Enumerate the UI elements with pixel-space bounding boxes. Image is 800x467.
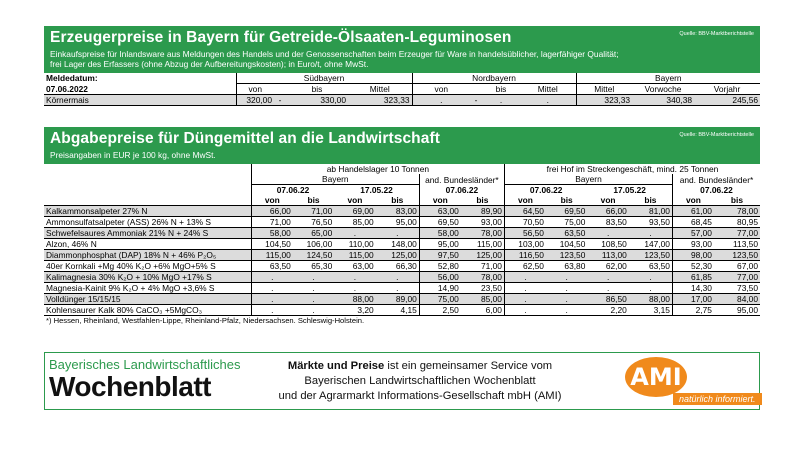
cell: 85,00 <box>334 217 375 228</box>
row-name: 40er Kornkali +Mg 40% K₂O +6% MgO+5% S <box>44 261 251 272</box>
cell: 97,50 <box>419 250 460 261</box>
table-row <box>44 283 760 294</box>
group-handelslager: ab Handelslager 10 Tonnen <box>251 164 504 174</box>
cell: 6,00 <box>461 305 505 316</box>
cell: 86,50 <box>587 294 628 305</box>
cell: 123,50 <box>714 250 760 261</box>
cell: 77,00 <box>714 228 760 239</box>
col-bis: bis <box>461 195 505 206</box>
row-name: Diammonphosphat (DAP) 18% N + 46% P₂O₅ <box>44 250 251 261</box>
cell: 115,00 <box>334 250 375 261</box>
wochenblatt-logo <box>49 357 249 402</box>
cell: 3,15 <box>629 305 673 316</box>
col-nord-bis: bis <box>482 84 520 95</box>
banner-line1-rest: ist ein gemeinsamer Service vom <box>384 360 553 372</box>
cell: 88,00 <box>629 294 673 305</box>
grain-prices-subtitle <box>50 49 754 69</box>
table-row <box>44 95 760 106</box>
row-name: Volldünger 15/15/15 <box>44 294 251 305</box>
cell: 63,00 <box>334 261 375 272</box>
cell: 77,00 <box>714 272 760 283</box>
cell: 52,80 <box>419 261 460 272</box>
table-row <box>44 250 760 261</box>
banner-line1 <box>255 359 585 374</box>
cell: . <box>587 272 628 283</box>
cell: . <box>504 283 545 294</box>
cell: 95,00 <box>376 217 420 228</box>
col-von: von <box>251 195 292 206</box>
cell: 3,20 <box>334 305 375 316</box>
cell: . <box>504 272 545 283</box>
cell: 323,33 <box>348 95 412 106</box>
cell: 88,00 <box>334 294 375 305</box>
cell: - <box>470 95 482 106</box>
cell: 84,00 <box>714 294 760 305</box>
cell: 63,50 <box>251 261 292 272</box>
grain-prices-source: Quelle: BBV-Marktberichtstelle <box>679 31 754 37</box>
cell: 78,00 <box>461 272 505 283</box>
col-von: von <box>419 195 460 206</box>
cell: 63,00 <box>419 206 460 217</box>
table-row <box>44 294 760 305</box>
region-sued: Südbayern <box>236 73 412 84</box>
cell: . <box>629 283 673 294</box>
banner-text <box>255 359 585 404</box>
cell: . <box>546 305 587 316</box>
col-bay-vorjahr: Vorjahr <box>694 84 760 95</box>
col-bis: bis <box>293 195 334 206</box>
cell: 56,00 <box>419 272 460 283</box>
cell: 89,90 <box>461 206 505 217</box>
cell: . <box>520 95 576 106</box>
fertilizer-prices-header <box>44 127 760 164</box>
cell: 71,00 <box>461 261 505 272</box>
group-a-date1: 07.06.22 <box>251 185 334 196</box>
cell: 67,00 <box>714 261 760 272</box>
cell: 73,50 <box>714 283 760 294</box>
cell: . <box>293 283 334 294</box>
cell: 66,30 <box>376 261 420 272</box>
cell: . <box>482 95 520 106</box>
row-name: Magnesia-Kainit 9% K₂O + 4% MgO +3,6% S <box>44 283 251 294</box>
region-bayern: Bayern <box>576 73 760 84</box>
cell: 98,00 <box>672 250 713 261</box>
cell: 113,50 <box>714 239 760 250</box>
cell: 69,50 <box>419 217 460 228</box>
cell: 89,00 <box>376 294 420 305</box>
cell: 123,50 <box>629 250 673 261</box>
col-von: von <box>587 195 628 206</box>
cell: 66,00 <box>587 206 628 217</box>
cell: 85,00 <box>461 294 505 305</box>
cell: 320,00 <box>236 95 274 106</box>
cell: . <box>504 305 545 316</box>
row-name: Kohlensaurer Kalk 80% CaCO₃ +5MgCO₃ <box>44 305 251 316</box>
col-nord-von: von <box>412 84 470 95</box>
cell: 23,50 <box>461 283 505 294</box>
cell: 2,50 <box>419 305 460 316</box>
cell: 69,00 <box>334 206 375 217</box>
cell: 80,95 <box>714 217 760 228</box>
cell: 17,00 <box>672 294 713 305</box>
group-b-date2: 17.05.22 <box>613 185 646 196</box>
row-name: Kalkammonsalpeter 27% N <box>44 206 251 217</box>
cell: 66,00 <box>251 206 292 217</box>
banner-line3: und der Agrarmarkt Informations-Gesellschaft mbH (AMI) <box>278 390 562 402</box>
fertilizer-prices-subtitle: Preisangaben in EUR je 100 kg, ohne MwSt. <box>50 150 216 160</box>
cell: 104,50 <box>546 239 587 250</box>
cell: 56,50 <box>504 228 545 239</box>
cell: 63,50 <box>629 261 673 272</box>
ami-logo <box>611 355 756 409</box>
cell: 2,75 <box>672 305 713 316</box>
banner-line1-bold: Märkte und Preise <box>287 360 385 372</box>
cell: . <box>251 283 292 294</box>
cell: 115,00 <box>461 239 505 250</box>
col-von: von <box>672 195 713 206</box>
table-row <box>44 272 760 283</box>
cell: 340,38 <box>632 95 694 106</box>
cell: 76,50 <box>293 217 334 228</box>
cell: . <box>251 294 292 305</box>
cell: 70,50 <box>504 217 545 228</box>
cell: 83,00 <box>376 206 420 217</box>
cell: 123,50 <box>546 250 587 261</box>
cell: . <box>376 272 420 283</box>
cell: 93,00 <box>672 239 713 250</box>
banner-line2: Bayerischen Landwirtschaftlichen Wochenblatt <box>304 375 536 387</box>
group-streckengeschaeft: frei Hof im Streckengeschäft, mind. 25 Tonnen <box>504 164 760 174</box>
cell: . <box>293 305 334 316</box>
cell: 75,00 <box>419 294 460 305</box>
col-nord-mittel: Mittel <box>520 84 576 95</box>
wochenblatt-logo-main: Wochenblatt <box>49 371 211 402</box>
cell: 95,00 <box>714 305 760 316</box>
table-row <box>44 261 760 272</box>
grain-prices-title: Erzeugerpreise in Bayern für Getreide-Ölsaaten-Leguminosen <box>50 29 512 46</box>
meldedatum-label: Meldedatum: <box>46 73 98 84</box>
cell: 83,50 <box>587 217 628 228</box>
fertilizer-prices-panel <box>44 127 760 326</box>
group-b-date3: 07.06.22 <box>672 185 760 196</box>
cell: . <box>629 272 673 283</box>
cell: 71,00 <box>293 206 334 217</box>
col-bis: bis <box>714 195 760 206</box>
grain-prices-table <box>44 73 760 106</box>
cell: . <box>629 228 673 239</box>
group-b-andbl: and. Bundesländer* <box>672 174 760 185</box>
row-name: Kalimagnesia 30% K₂O + 10% MgO +17% S <box>44 272 251 283</box>
cell: 2,20 <box>587 305 628 316</box>
fertilizer-prices-title: Abgabepreise für Düngemittel an die Landwirtschaft <box>50 130 440 147</box>
cell: 95,00 <box>419 239 460 250</box>
cell: 125,00 <box>376 250 420 261</box>
grain-prices-subtitle-line2: frei Lager des Erfassers (ohne Abzug der Aufbereitungskosten); in Euro/t, ohne MwSt. <box>50 59 369 69</box>
ami-logo-mark: AMI <box>625 357 687 397</box>
col-von: von <box>334 195 375 206</box>
cell: 68,45 <box>672 217 713 228</box>
fertilizer-prices-table <box>44 164 760 326</box>
cell: 64,50 <box>504 206 545 217</box>
cell: 75,00 <box>546 217 587 228</box>
cell: 69,50 <box>546 206 587 217</box>
col-bay-vorwoche: Vorwoche <box>632 84 694 95</box>
grain-prices-subtitle-line1: Einkaufspreise für Inlandsware aus Meldungen des Handels und der Genossenschaften beim Erzeuger für Ware in handelsüblicher, lagerfähiger Qualität; <box>50 49 619 59</box>
group-a-date2: 17.05.22 <box>360 185 393 196</box>
cell: 58,00 <box>251 228 292 239</box>
cell: 78,00 <box>461 228 505 239</box>
cell: 65,00 <box>293 228 334 239</box>
cell: 116,50 <box>504 250 545 261</box>
cell: 71,00 <box>251 217 292 228</box>
cell: 78,00 <box>714 206 760 217</box>
row-name: Schwefelsaures Ammoniak 21% N + 24% S <box>44 228 251 239</box>
cell: 62,50 <box>504 261 545 272</box>
cell: 104,50 <box>251 239 292 250</box>
group-b-date1: 07.06.22 <box>504 185 587 196</box>
report-date: 07.06.2022 <box>44 84 236 95</box>
cell: 330,00 <box>286 95 348 106</box>
col-bis: bis <box>546 195 587 206</box>
cell: 57,00 <box>672 228 713 239</box>
cell: 52,30 <box>672 261 713 272</box>
cell: 65,30 <box>293 261 334 272</box>
cell: . <box>376 283 420 294</box>
service-banner <box>44 352 760 410</box>
cell: 93,00 <box>461 217 505 228</box>
cell: 115,00 <box>251 250 292 261</box>
cell: 113,00 <box>587 250 628 261</box>
fertilizer-rows <box>44 206 760 316</box>
cell: . <box>293 294 334 305</box>
cell: . <box>293 272 334 283</box>
group-a-date3: 07.06.22 <box>419 185 504 196</box>
cell: 14,30 <box>672 283 713 294</box>
cell: . <box>334 228 375 239</box>
cell: . <box>251 305 292 316</box>
cell: 63,50 <box>546 228 587 239</box>
grain-prices-panel <box>44 26 760 106</box>
cell: . <box>587 228 628 239</box>
cell: . <box>546 272 587 283</box>
cell: 125,00 <box>461 250 505 261</box>
cell: . <box>546 283 587 294</box>
cell: 110,00 <box>334 239 375 250</box>
cell: 81,00 <box>629 206 673 217</box>
cell: 106,00 <box>293 239 334 250</box>
cell: . <box>412 95 470 106</box>
col-bis: bis <box>629 195 673 206</box>
row-name: Körnermais <box>44 95 236 106</box>
group-a-bayern: Bayern <box>251 174 419 185</box>
row-name: Alzon, 46% N <box>44 239 251 250</box>
cell: - <box>274 95 286 106</box>
cell: 108,50 <box>587 239 628 250</box>
cell: 61,00 <box>672 206 713 217</box>
ami-logo-tagline: natürlich informiert. <box>673 393 762 405</box>
cell: 103,00 <box>504 239 545 250</box>
col-sued-bis: bis <box>286 84 348 95</box>
row-name: Ammonsulfatsalpeter (ASS) 26% N + 13% S <box>44 217 251 228</box>
table-row <box>44 206 760 217</box>
table-row <box>44 228 760 239</box>
cell: 4,15 <box>376 305 420 316</box>
cell: 14,90 <box>419 283 460 294</box>
col-sued-von: von <box>236 84 274 95</box>
group-b-bayern: Bayern <box>504 174 672 185</box>
cell: . <box>251 272 292 283</box>
cell: 58,00 <box>419 228 460 239</box>
cell: 124,50 <box>293 250 334 261</box>
col-bay-mittel: Mittel <box>576 84 632 95</box>
cell: . <box>504 294 545 305</box>
cell: . <box>376 228 420 239</box>
region-nord: Nordbayern <box>412 73 576 84</box>
cell: . <box>334 272 375 283</box>
cell: . <box>334 283 375 294</box>
cell: 323,33 <box>576 95 632 106</box>
col-sued-mittel: Mittel <box>348 84 412 95</box>
table-row <box>44 305 760 316</box>
cell: 62,00 <box>587 261 628 272</box>
cell: . <box>587 283 628 294</box>
grain-prices-header <box>44 26 760 73</box>
footnote: *) Hessen, Rheinland, Westfahlen-Lippe, Rheinland-Pfalz, Niedersachsen. Schleswig-Holstein. <box>44 316 760 327</box>
fertilizer-prices-source: Quelle: BBV-Marktberichtstelle <box>679 132 754 138</box>
group-a-andbl: and. Bundesländer* <box>419 174 504 185</box>
wochenblatt-logo-top: Bayerisches Landwirtschaftliches <box>49 357 241 372</box>
cell: 61,85 <box>672 272 713 283</box>
cell: 148,00 <box>376 239 420 250</box>
cell: . <box>546 294 587 305</box>
cell: 147,00 <box>629 239 673 250</box>
cell: 245,56 <box>694 95 760 106</box>
cell: 93,50 <box>629 217 673 228</box>
table-row <box>44 239 760 250</box>
col-von: von <box>504 195 545 206</box>
col-bis: bis <box>376 195 420 206</box>
cell: 63,80 <box>546 261 587 272</box>
table-row <box>44 217 760 228</box>
